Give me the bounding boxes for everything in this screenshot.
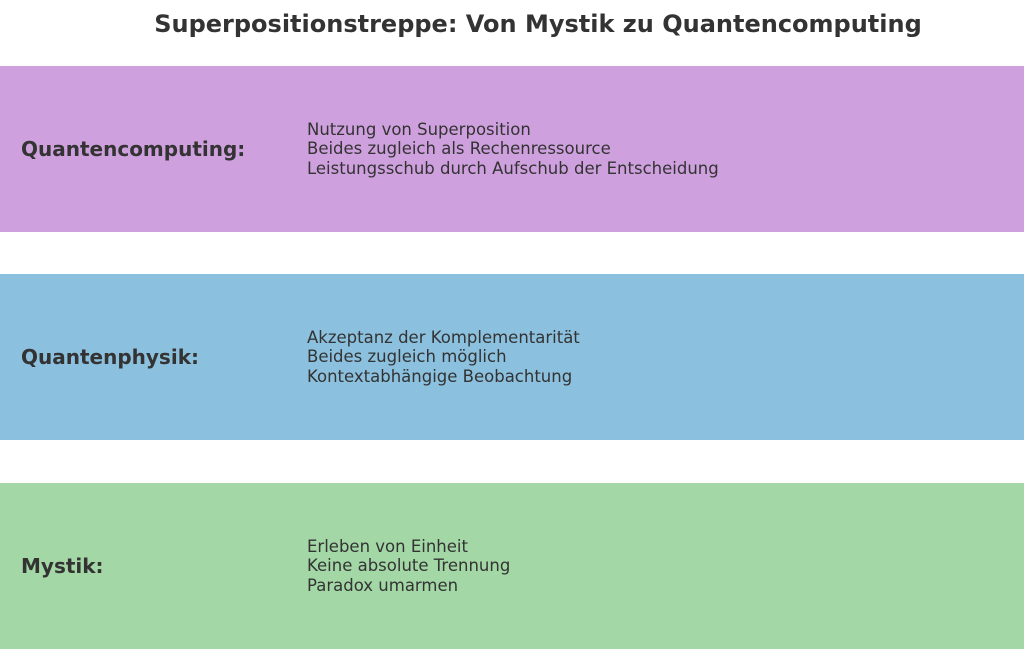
step-item-list <box>307 274 580 440</box>
step-quantenphysik <box>0 274 1024 440</box>
step-item: Beides zugleich als Rechenressource <box>307 139 611 159</box>
step-item: Erleben von Einheit <box>307 536 468 556</box>
step-quantencomputing <box>0 66 1024 232</box>
step-item: Leistungsschub durch Aufschub der Entscheidung <box>307 158 719 178</box>
step-item: Paradox umarmen <box>307 575 459 595</box>
step-item: Keine absolute Trennung <box>307 556 511 576</box>
diagram-title: Superpositionstreppe: Von Mystik zu Quantencomputing <box>154 10 922 38</box>
step-item: Beides zugleich möglich <box>307 347 507 367</box>
step-item-list <box>307 483 510 649</box>
step-item: Akzeptanz der Komplementarität <box>307 327 580 347</box>
step-label: Mystik: <box>21 554 104 578</box>
step-item: Nutzung von Superposition <box>307 119 531 139</box>
step-label: Quantenphysik: <box>21 345 199 369</box>
step-item: Kontextabhängige Beobachtung <box>307 366 573 386</box>
step-item-list <box>307 66 719 232</box>
step-label: Quantencomputing: <box>21 137 246 161</box>
step-mystik <box>0 483 1024 649</box>
